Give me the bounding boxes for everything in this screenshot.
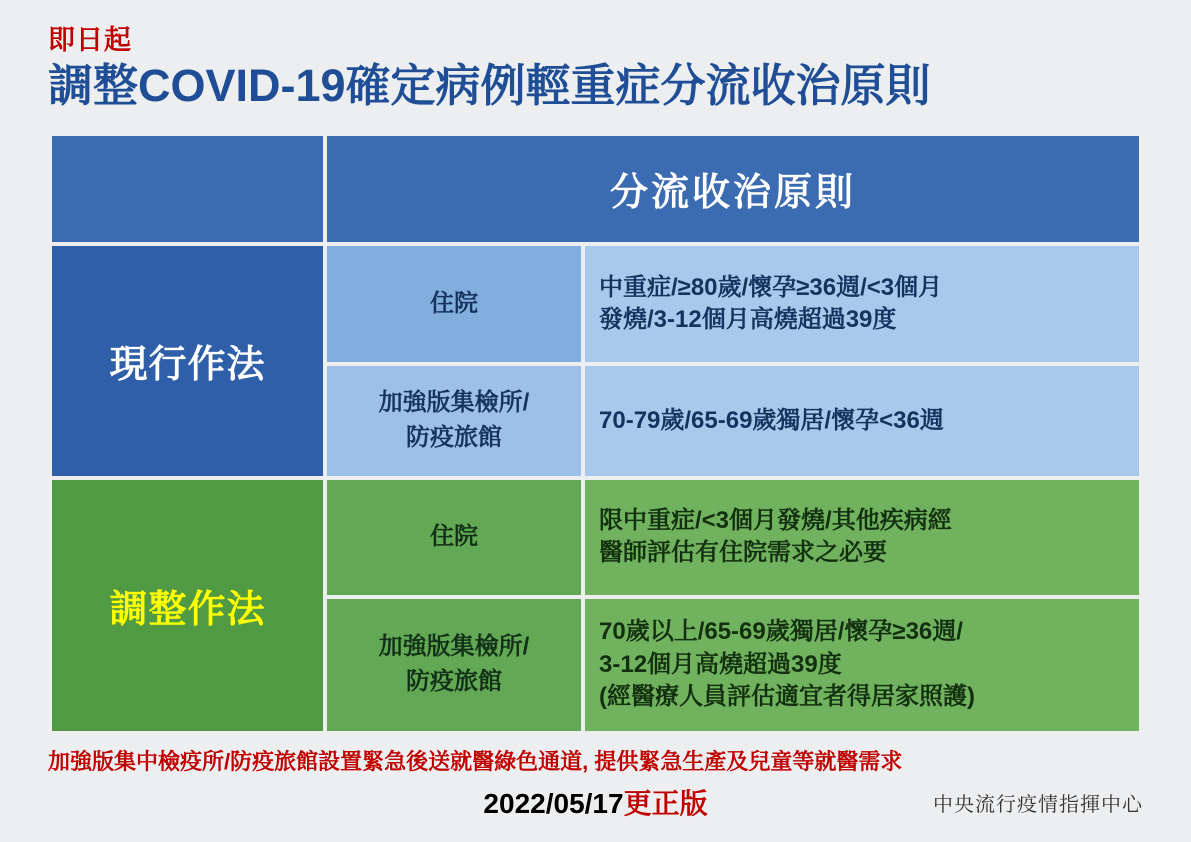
- cell-detail-current-hospital: [585, 246, 1139, 362]
- detail-line: 醫師評估有住院需求之必要: [599, 539, 887, 567]
- detail-line: 3-12個月高燒超過39度: [599, 650, 842, 678]
- type-line: 加強版集檢所/: [378, 633, 530, 661]
- organization-name: 中央流行疫情指揮中心: [933, 794, 1143, 816]
- cell-type-adjusted-quarantine: [327, 599, 581, 731]
- row-group-label-current: 現行作法: [52, 246, 323, 476]
- detail-line: 中重症/≥80歲/懷孕≥36週/<3個月: [599, 273, 943, 301]
- detail-line: 限中重症/<3個月發燒/其他疾病經: [599, 507, 952, 535]
- row-group-label-adjusted: 調整作法: [52, 480, 323, 731]
- page-title: 調整COVID-19確定病例輕重症分流收治原則: [48, 59, 931, 111]
- detail-line: 70-79歲/65-69歲獨居/懷孕<36週: [599, 406, 944, 434]
- cell-detail-adjusted-quarantine: [585, 599, 1139, 731]
- table-row: [52, 480, 1139, 595]
- type-line: 防疫旅館: [406, 667, 502, 695]
- footer-bar: [48, 782, 1143, 824]
- cell-type-current-quarantine: [327, 366, 581, 476]
- date-suffix: 更正版: [623, 788, 708, 819]
- footnote-text: 加強版集中檢疫所/防疫旅館設置緊急後送就醫綠色通道, 提供緊急生產及兒童等就醫需求: [48, 748, 903, 774]
- detail-line: (經醫療人員評估適宜者得居家照護): [599, 683, 975, 711]
- type-line: 防疫旅館: [406, 423, 502, 451]
- date-value: 2022/05/17: [483, 788, 624, 819]
- cell-detail-current-quarantine: [585, 366, 1139, 476]
- type-line: 加強版集檢所/: [378, 389, 530, 417]
- table-row: [52, 246, 1139, 362]
- publish-date: [483, 782, 707, 822]
- detail-line: 70歲以上/65-69歲獨居/懷孕≥36週/: [599, 618, 963, 646]
- cell-detail-adjusted-hospital: [585, 480, 1139, 595]
- header-blank-cell: [52, 136, 323, 242]
- table-header-row: [52, 136, 1139, 242]
- header-principle-cell: 分流收治原則: [327, 136, 1139, 242]
- cell-type-adjusted-hospital: 住院: [327, 480, 581, 595]
- policy-table: [48, 132, 1143, 735]
- cell-type-current-hospital: 住院: [327, 246, 581, 362]
- detail-line: 發燒/3-12個月高燒超過39度: [599, 305, 897, 333]
- eyebrow-text: 即日起: [48, 25, 132, 55]
